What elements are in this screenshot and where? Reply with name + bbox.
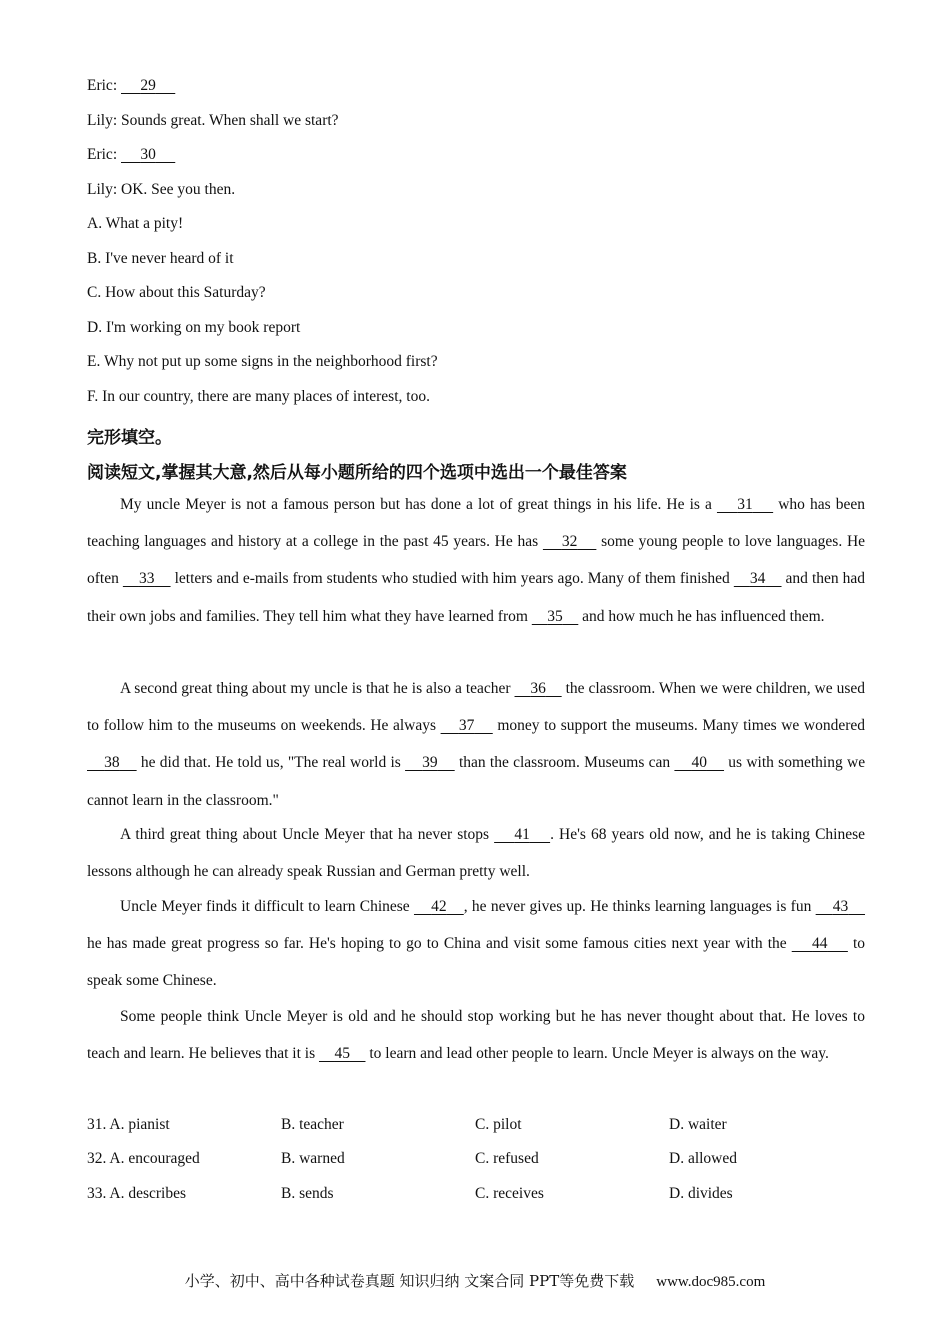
paragraph: A second great thing about my uncle is that he is also a teacher 36 the classroom. When we were children, we used to follow him to the museums on weekends. He always 37 money to support the museums. Many times we wondered 38 he did that. He told us, "The real world is 39 than the classroom. Museums can 40 us with something we cannot learn in the classroom." <box>87 680 866 809</box>
dialogue-line <box>87 181 235 199</box>
answer-blank: 36 <box>530 680 546 697</box>
paragraph: Uncle Meyer finds it difficult to learn Chinese 42 , he never gives up. He thinks learning languages is fun 43 he has made great progress so far. He's hoping to go to China and visit some famous cities next year with the 44 to speak some Chinese. <box>87 898 866 990</box>
choice-item: E. Why not put up some signs in the neighborhood first? <box>87 353 438 370</box>
choice-item: C. How about this Saturday? <box>87 284 266 301</box>
answer-blank: 34 <box>749 570 766 588</box>
paragraph: A third great thing about Uncle Meyer that ha never stops 41 . He's 68 years old now, and he is taking Chinese lessons although he can already speak Russian and German pretty well. <box>87 826 866 881</box>
paragraph: My uncle Meyer is not a famous person but has done a lot of great things in his life. He is a 31 who has been teaching languages and history at a college in the past 45 years. He has 32 some young people to love languages. He often 33 letters and e-mails from students who studied with him years ago. Many of them finished 34 and then had their own jobs and families. They tell him what they have learned from 35 and how much he has influenced them. <box>87 496 866 625</box>
cloze-passage <box>87 670 865 819</box>
answer-blank: 45 <box>334 1045 350 1063</box>
dialogue-text: OK. See you then. <box>121 181 236 198</box>
option-a: 31. A. pianist <box>87 1116 170 1133</box>
option-d: D. allowed <box>669 1150 738 1167</box>
answer-blank: 42 <box>431 898 447 915</box>
dialogue-line <box>87 77 175 95</box>
answer-blank: 38 <box>104 754 120 772</box>
section-instruction: 阅读短文,掌握其大意,然后从每小题所给的四个选项中选出一个最佳答案 <box>87 463 627 483</box>
cloze-passage <box>87 486 865 635</box>
choice-item: B. I've never heard of it <box>87 250 234 267</box>
answer-blank: 35 <box>547 607 563 625</box>
answer-blank: 37 <box>458 717 475 735</box>
footer-text: 小学、初中、高中各种试卷真题 知识归纳 文案合同 PPT等免费下载 <box>184 1272 635 1290</box>
choice-item: A. What a pity! <box>87 215 184 232</box>
choice-item: F. In our country, there are many places of interest, too. <box>87 388 430 405</box>
option-b: B. sends <box>281 1185 334 1202</box>
paragraph: Some people think Uncle Meyer is old and he should stop working but he has never thought about that. He loves to teach and learn. He believes that it is 45 to learn and lead other people to learn. Uncle Meyer is always on the way. <box>87 1008 865 1063</box>
option-c: C. receives <box>475 1185 544 1202</box>
speaker: Lily: <box>87 112 118 129</box>
dialogue-line <box>87 146 175 164</box>
cloze-passage <box>87 816 865 890</box>
speaker: Eric: <box>87 77 118 94</box>
section-title: 完形填空。 <box>87 428 172 448</box>
answer-blank: 44 <box>812 935 828 953</box>
dialogue-text: Sounds great. When shall we start? <box>121 112 339 129</box>
answer-blank: 39 <box>422 754 438 772</box>
option-c: C. pilot <box>475 1116 522 1133</box>
answer-blank: 43 <box>832 898 849 915</box>
answer-blank: 32 <box>561 533 578 551</box>
option-d: D. divides <box>669 1185 733 1202</box>
answer-blank: 41 <box>514 826 530 843</box>
cloze-passage <box>87 888 865 1000</box>
option-a: 33. A. describes <box>87 1185 187 1202</box>
answer-blank: 31 <box>737 496 753 513</box>
dialogue-line <box>87 112 339 130</box>
cloze-passage <box>87 998 865 1072</box>
option-c: C. refused <box>475 1150 539 1167</box>
answer-blank: 40 <box>691 754 707 772</box>
footer-site-link[interactable]: www.doc985.com <box>656 1274 766 1290</box>
answer-blank: 33 <box>138 570 155 588</box>
page-footer <box>0 1270 950 1291</box>
option-a: 32. A. encouraged <box>87 1150 200 1167</box>
option-b: B. teacher <box>281 1116 344 1133</box>
choice-item: D. I'm working on my book report <box>87 319 301 336</box>
option-b: B. warned <box>281 1150 345 1167</box>
speaker: Eric: <box>87 146 118 163</box>
speaker: Lily: <box>87 181 118 198</box>
option-d: D. waiter <box>669 1116 727 1133</box>
answer-blank: 30 <box>140 146 156 163</box>
answer-blank: 29 <box>140 77 156 94</box>
